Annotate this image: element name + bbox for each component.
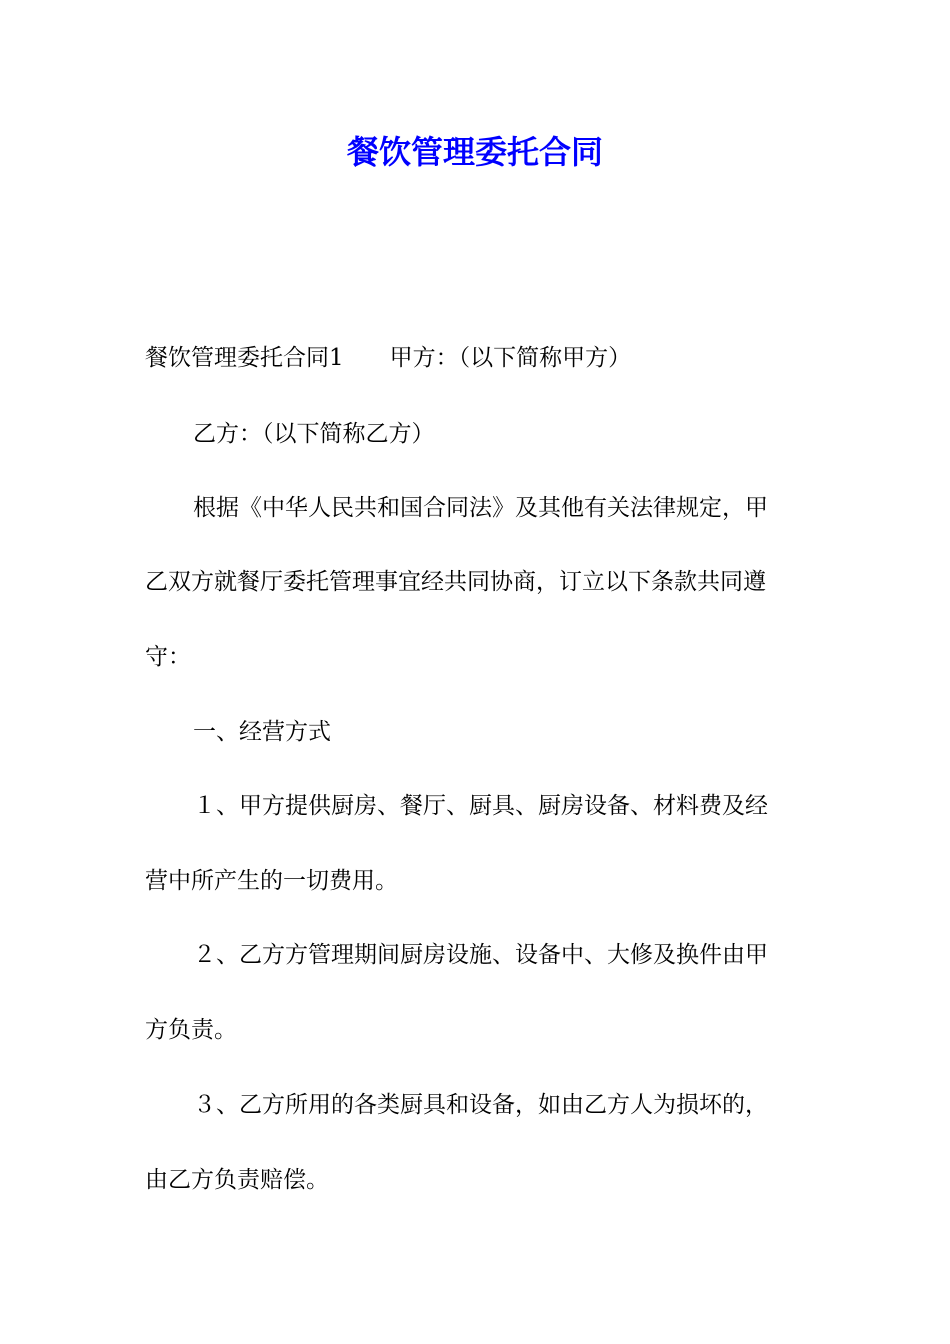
clause-2-line-2: 方负责。 <box>145 1017 237 1043</box>
clause-3-line-1: ３、乙方所用的各类厨具和设备，如由乙方人为损坏的， <box>193 1092 768 1118</box>
party-b-line: 乙方：（以下简称乙方） <box>193 421 435 447</box>
preamble-line-2: 乙双方就餐厅委托管理事宜经共同协商，订立以下条款共同遵 <box>145 569 766 595</box>
document-title: 餐饮管理委托合同 <box>346 133 603 171</box>
preamble-line-1: 根据《中华人民共和国合同法》及其他有关法律规定，甲 <box>193 495 768 521</box>
party-a-line: 甲方：（以下简称甲方） <box>389 345 632 371</box>
preamble-line-3: 守： <box>145 644 191 670</box>
clause-1-line-1: １、甲方提供厨房、餐厅、厨具、厨房设备、材料费及经 <box>193 793 768 819</box>
contract-name: 餐饮管理委托合同1 <box>145 345 344 371</box>
clause-1-line-2: 营中所产生的一切费用。 <box>145 868 398 894</box>
clause-2-line-1: ２、乙方方管理期间厨房设施、设备中、大修及换件由甲 <box>193 942 768 968</box>
section-1-heading: 一、经营方式 <box>193 719 331 745</box>
header-line <box>145 341 810 375</box>
clause-3-line-2: 由乙方负责赔偿。 <box>145 1167 329 1193</box>
